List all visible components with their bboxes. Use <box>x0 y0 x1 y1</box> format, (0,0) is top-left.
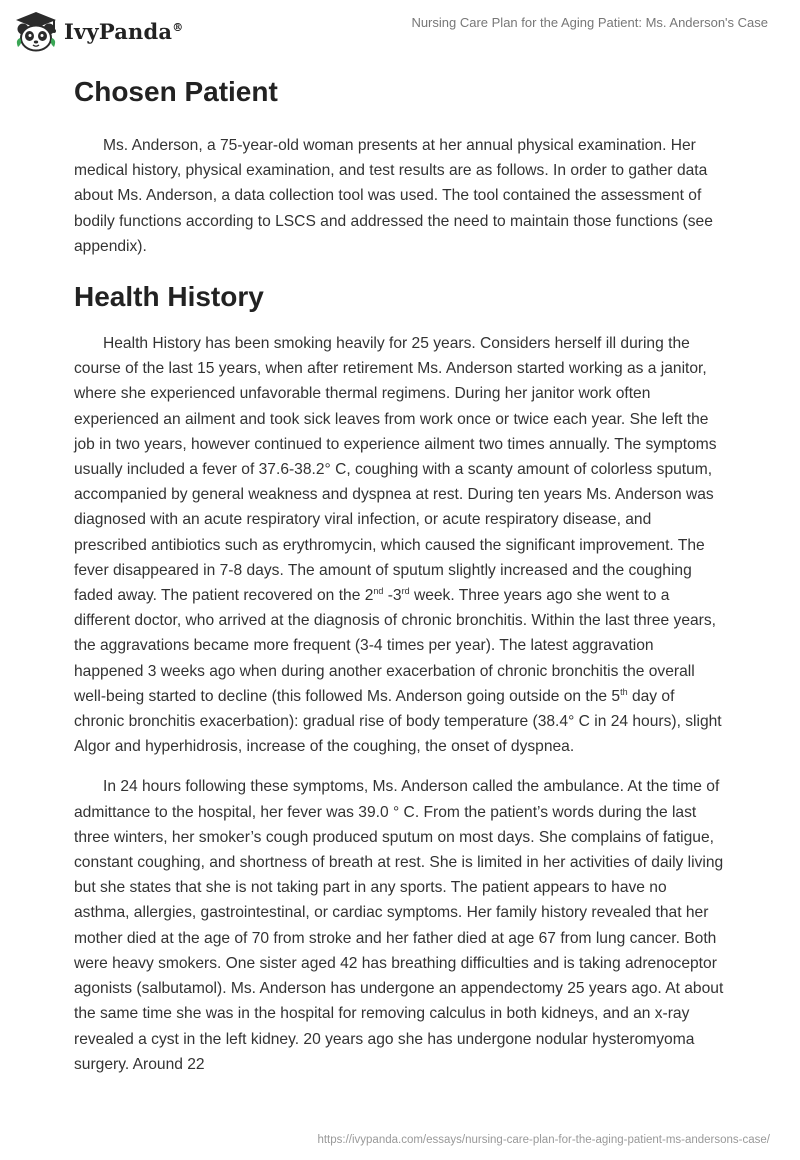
page-header <box>0 0 800 60</box>
brand-name: IvyPanda® <box>64 18 184 44</box>
paragraph-health-history-2: In 24 hours following these symptoms, Ms. Anderson called the ambulance. At the time of admittance to the hospital, her fever was 39.0 ° C. From the patient’s words during the last three winters, her smoker’s cough produced sputum on most days. She complains of fatigue, constant coughing, and shortness of breath at rest. She is limited in her activities of daily living but she states that she is not taking part in any sports. The patient appears to have no asthma, allergies, gastrointestinal, or cardiac symptoms. Her family history revealed that her mother died at the age of 70 from stroke and her father died at age 67 from lung cancer. Both were heavy smokers. One sister aged 42 has breathing difficulties and is taking adrenoceptor agonists (salbutamol). Ms. Anderson has undergone an appendectomy 25 years ago. At about the same time she was in the hospital for removing calculus in both kidneys, and an x-ray revealed a cyst in the left kidney. 20 years ago she has undergone nodular hysteromyoma surgery. Around 22 <box>74 778 724 1073</box>
paragraph-health-history-1: Health History has been smoking heavily for 25 years. Considers herself ill during the course of the last 15 years, when after retirement Ms. Anderson started working as a janitor, where she experienced unfavorable thermal regimens. During her janitor work often experienced an ailment and took sick leaves from work once or twice each year. She left the job in two years, however continued to experience ailment two times annually. The symptoms usually included a fever of 37.6-38.2° C, coughing with a scanty amount of colorless sputum, accompanied by general weakness and dyspnea at rest. During ten years Ms. Anderson was diagnosed with an acute respiratory viral infection, or acute respiratory disease, and prescribed antibiotics such as erythromycin, which caused the significant improvement. The fever disappeared in 7-8 days. The amount of sputum slightly increased and the coughing faded away. The patient recovered on the 2nd -3rd week. Three years ago she went to a different doctor, who arrived at the diagnosis of chronic bronchitis. Within the last three years, the aggravations became more frequent (3-4 times per year). The latest aggravation happened 3 weeks ago when during another exacerbation of chronic bronchitis the overall well-being started to decline (this followed Ms. Anderson going outside on the 5th day of chronic bronchitis exacerbation): gradual rise of body temperature (38.4° C in 24 hours), slight Algor and hyperhidrosis, increase of the coughing, the onset of dyspnea. <box>74 335 722 756</box>
document-title: Nursing Care Plan for the Aging Patient: Ms. Anderson's Case <box>411 15 768 30</box>
section-heading-chosen-patient: Chosen Patient <box>74 76 278 107</box>
panda-logo-icon <box>14 10 58 52</box>
section-heading-health-history: Health History <box>74 281 264 313</box>
essay-content <box>74 72 726 1077</box>
paragraph-chosen-patient: Ms. Anderson, a 75-year-old woman presents at her annual physical examination. Her medical history, physical examination, and test results are as follows. In order to gather data about Ms. Anderson, a data collection tool was used. The tool contained the assessment of bodily functions according to LSCS and addressed the need to maintain those functions (see appendix). <box>74 137 713 255</box>
source-url[interactable]: https://ivypanda.com/essays/nursing-care-plan-for-the-aging-patient-ms-andersons-case/ <box>317 1134 770 1146</box>
brand-logo[interactable] <box>14 10 183 52</box>
